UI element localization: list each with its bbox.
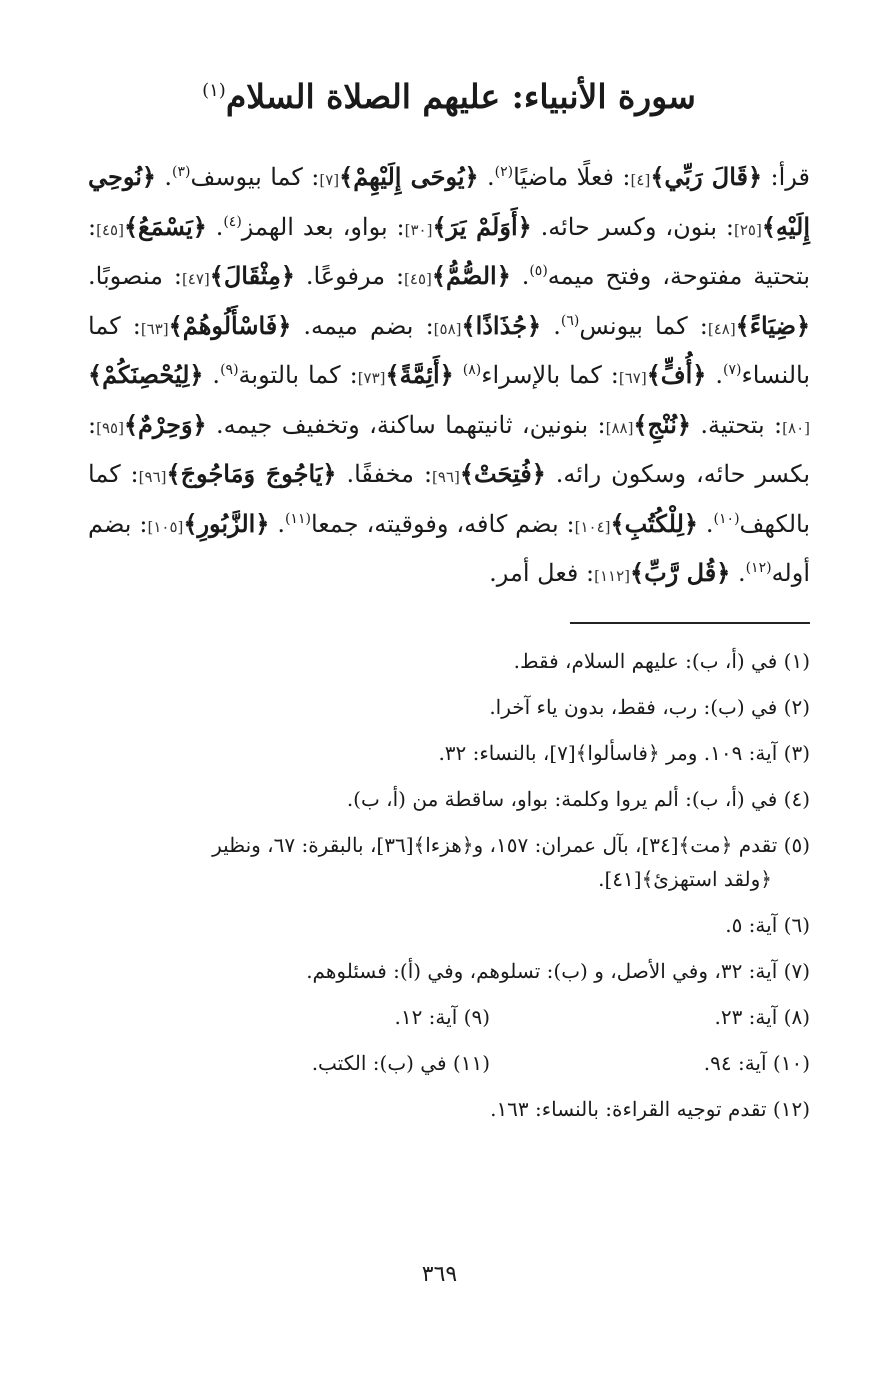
text-segment: .	[269, 509, 285, 538]
footnote-4: (٤) في (أ، ب): ألم يروا وكلمة: بواو، ساقطة من (أ، ب).	[346, 786, 810, 811]
footnote-marker: (٢)	[494, 164, 514, 180]
verse-number: [٨٠]	[782, 418, 810, 437]
text-segment: : كما بيونس	[579, 311, 708, 340]
verse-number: [١٠٤]	[574, 517, 611, 536]
footnote-12: (١٢) تقدم توجيه القراءة: بالنساء: ١٦٣.	[490, 1096, 810, 1121]
text-segment: .	[478, 163, 495, 191]
text-segment: : بتحتية مفتوحة، وفتح ميمه	[88, 212, 811, 290]
text-segment: .	[706, 361, 723, 389]
quran-word: ﴿فُتِحَتْ﴾	[459, 459, 546, 488]
surah-title-text: سورة الأنبياء: عليهم الصلاة السلام	[225, 77, 696, 116]
text-segment: قرأ:	[762, 163, 810, 191]
text-segment: : كما بالتوبة	[238, 361, 358, 389]
text-segment: : بنونين، ثانيتهما ساكنة، وتخفيف جيمه.	[206, 410, 606, 439]
text-segment	[454, 361, 463, 389]
footnote-marker: (٨)	[462, 362, 482, 378]
footnote-marker: (١١)	[284, 510, 311, 527]
footnote-11: (١١) في (ب): الكتب.	[311, 1050, 490, 1075]
text-segment: .	[510, 262, 530, 290]
quran-word: ﴿وَحِرْمٌ﴾	[123, 409, 207, 439]
verse-number: [٩٦]	[432, 468, 460, 486]
text-segment: : بتحتية.	[690, 410, 783, 439]
page-number: ٣٦٩	[421, 1262, 458, 1287]
footnote-marker: (٣)	[172, 164, 191, 180]
quran-word: ﴿ضِيَاءً﴾	[735, 310, 811, 340]
quran-word: ﴿نُنْجِ﴾	[633, 409, 691, 439]
text-segment: : بواو، بعد الهمز	[241, 212, 405, 241]
verse-number: [٧]	[319, 171, 340, 189]
quran-word: ﴿يُوحَى إِلَيْهِمْ﴾	[339, 162, 479, 191]
quran-word: ﴿فَاسْأَلُوهُمْ﴾	[168, 310, 292, 340]
verse-number: [٤٥]	[96, 220, 124, 239]
footnote-marker: (٩)	[220, 362, 239, 378]
text-segment: .	[730, 559, 746, 587]
quran-word: ﴿الزَّبُورِ﴾	[183, 508, 270, 538]
footnote-marker: (١٠)	[713, 510, 740, 527]
footnote-5-line-1: (٥) تقدم ﴿مت﴾[٣٤]، بآل عمران: ١٥٧، و﴿هزءا﴾[٣٦]، بالبقرة: ٦٧، ونظير	[212, 832, 810, 857]
footnote-row-8-9	[88, 994, 810, 1040]
verse-number: [٤٧]	[181, 270, 210, 288]
footnote-1: (١) في (أ، ب): عليهم السلام، فقط.	[513, 648, 810, 673]
quran-word: ﴿قُل رَّبِّ﴾	[630, 558, 731, 587]
verse-number: [٥٨]	[433, 319, 462, 338]
text-segment: : كما بالكهف	[88, 460, 810, 538]
footnote-marker: (٧)	[722, 362, 742, 378]
footnote-5	[88, 822, 810, 902]
verse-number: [١١٢]	[594, 567, 630, 585]
text-segment: : بكسر حائه، وسكون رائه.	[88, 410, 811, 488]
verse-number: [٩٥]	[96, 418, 124, 437]
quran-word: ﴿مِثْقَالَ﴾	[209, 261, 295, 290]
text-segment: : فعل أمر.	[489, 559, 595, 587]
text-segment: .	[541, 311, 561, 340]
quran-word: ﴿لِيُحْصِنَكُمْ﴾	[88, 360, 204, 389]
quran-word: ﴿يَاجُوجَ وَمَاجُوجَ﴾	[166, 459, 337, 488]
verse-number: [٤٨]	[707, 319, 736, 338]
footnote-row-10-11	[88, 1040, 810, 1086]
verse-number: [٩٦]	[138, 468, 167, 486]
quran-word: ﴿الصُّمُّ﴾	[431, 261, 511, 290]
footnote-9: (٩) آية: ١٢.	[394, 1004, 490, 1029]
surah-title	[88, 68, 810, 120]
verse-number: [٦٧]	[618, 369, 647, 387]
text-segment: : بضم ميمه.	[291, 311, 434, 340]
footnotes	[88, 638, 810, 1132]
quran-word: ﴿يَسْمَعُ﴾	[123, 211, 207, 241]
text-segment: .	[203, 361, 221, 389]
quran-word: ﴿أُفٍّ﴾	[646, 360, 707, 389]
footnote-7: (٧) آية: ٣٢، وفي الأصل، و (ب): تسلوهم، وفي (أ): فسئلوهم.	[306, 958, 810, 983]
footnote-8: (٨) آية: ٢٣.	[714, 1004, 810, 1029]
quran-word: ﴿قَالَ رَبِّي﴾	[650, 162, 763, 191]
verse-number: [٤]	[630, 171, 651, 189]
footnote-marker: (١٢)	[745, 560, 772, 576]
footnote-marker: (٦)	[560, 312, 580, 329]
text-segment: : مرفوعًا.	[294, 262, 405, 290]
verse-number: [٤٥]	[404, 270, 432, 288]
text-segment: : منصوبًا.	[88, 262, 182, 290]
quran-word: ﴿أَئِمَّةً﴾	[385, 360, 454, 389]
page	[88, 40, 810, 1340]
text-segment: : بضم كافه، وفوقيته، جمعا	[310, 509, 575, 538]
text-segment: : بنون، وكسر حائه.	[531, 212, 734, 241]
footnote-marker: (٤)	[223, 213, 242, 230]
text-segment: : مخففًا.	[336, 460, 433, 488]
verse-number: [٧٣]	[357, 369, 386, 387]
text-segment: .	[155, 163, 173, 191]
quran-word: ﴿نُوحِي إِلَيْهِ﴾	[88, 162, 810, 241]
text-segment: : بضم أوله	[88, 509, 810, 587]
title-footnote-marker: (١)	[202, 80, 226, 101]
footnote-2: (٢) في (ب): رب، فقط، بدون ياء آخرا.	[489, 694, 810, 719]
verse-number: [٨٨]	[605, 418, 634, 437]
quran-word: ﴿لِلْكُتُبِ﴾	[610, 508, 698, 538]
footnote-6: (٦) آية: ٥.	[725, 912, 810, 937]
text-segment: .	[206, 212, 224, 241]
verse-number: [٢٥]	[734, 220, 762, 239]
verse-number: [١٠٥]	[147, 517, 184, 536]
text-segment: : فعلًا ماضيًا	[513, 163, 631, 191]
readings-paragraph	[88, 154, 810, 600]
quran-word: ﴿أَوَلَمْ يَرَ﴾	[432, 211, 532, 241]
footnote-10: (١٠) آية: ٩٤.	[703, 1050, 810, 1075]
verse-number: [٦٣]	[140, 319, 169, 338]
footnote-marker: (٥)	[529, 263, 548, 279]
text-segment: .	[697, 509, 714, 538]
text-segment: : كما بالإسراء	[481, 361, 619, 389]
footnote-5-line-2: ﴿ولقد استهزئ﴾[٤١].	[598, 866, 772, 891]
footnote-3: (٣) آية: ١٠٩. ومر ﴿فاسألوا﴾[٧]، بالنساء: ٣٢.	[438, 740, 810, 765]
quran-word: ﴿جُذَاذًا﴾	[461, 310, 542, 340]
verse-number: [٣٠]	[404, 220, 433, 239]
footnote-separator	[570, 622, 810, 624]
text-segment: : كما بالنساء	[88, 311, 810, 389]
text-segment: : كما بيوسف	[190, 163, 320, 191]
